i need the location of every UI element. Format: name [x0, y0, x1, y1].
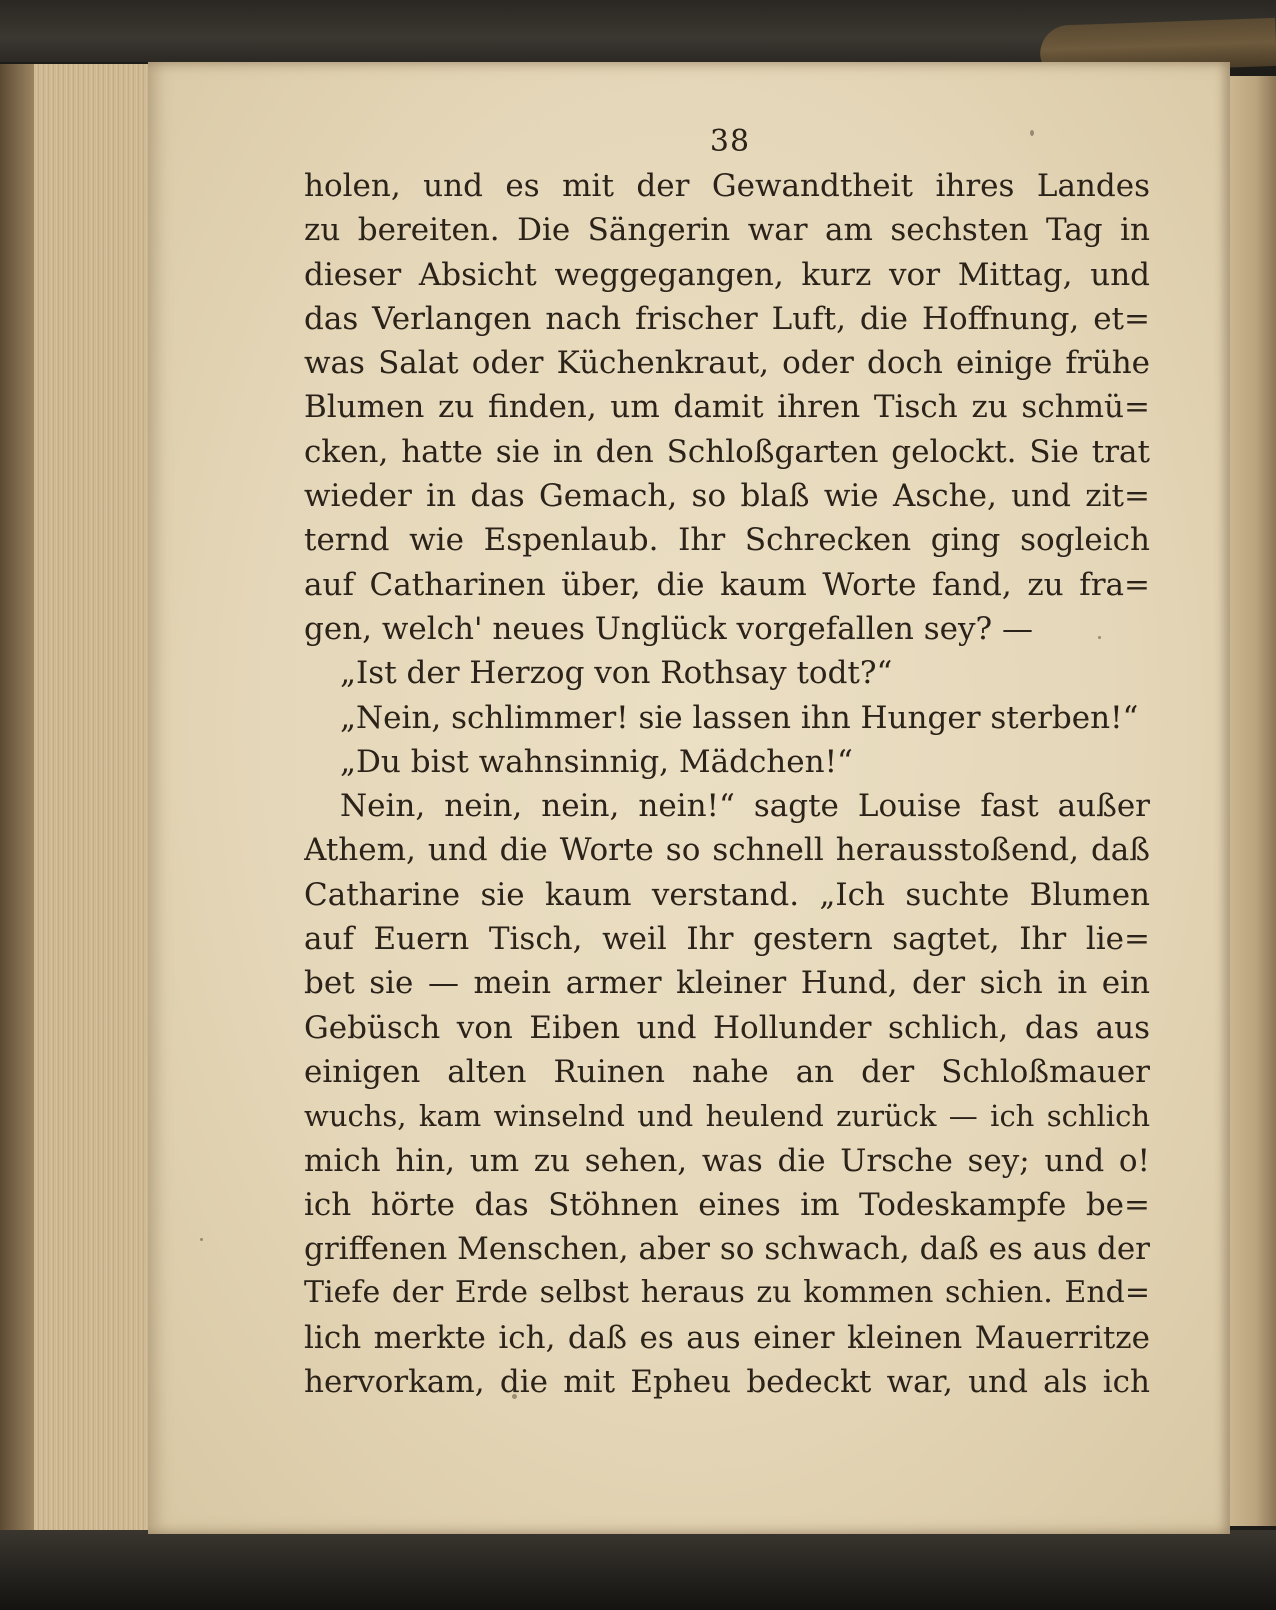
- text-line: Catharine sie kaum verstand. „Ich suchte Blumen: [304, 876, 1150, 913]
- text-line: was Salat oder Küchenkraut, oder doch einige frühe: [304, 345, 1150, 382]
- body-text: [304, 164, 1150, 1404]
- text-line: gen, welch' neues Unglück vorgefallen sey? —: [304, 610, 1033, 647]
- text-line: hervorkam, die mit Epheu bedeckt war, und als ich: [304, 1364, 1150, 1401]
- text-line: das Verlangen nach frischer Luft, die Hoffnung, et=: [304, 300, 1150, 337]
- page-number: 38: [709, 124, 751, 159]
- text-line: auf Euern Tisch, weil Ihr gestern sagtet, Ihr lie=: [304, 921, 1150, 958]
- right-page-edge: [1226, 76, 1276, 1526]
- text-line: Blumen zu finden, um damit ihren Tisch zu schmü=: [304, 389, 1150, 426]
- text-line: bet sie — mein armer kleiner Hund, der sich in ein: [304, 965, 1150, 1002]
- text-line: zu bereiten. Die Sängerin war am sechsten Tag in: [304, 212, 1150, 249]
- paper-speck: [200, 1238, 203, 1241]
- text-line: ternd wie Espenlaub. Ihr Schrecken ging sogleich: [304, 522, 1150, 559]
- text-line: einigen alten Ruinen nahe an der Schloßmauer: [304, 1053, 1150, 1090]
- text-line: ich hörte das Stöhnen eines im Todeskampfe be=: [304, 1186, 1150, 1223]
- paper-speck: [1030, 130, 1034, 136]
- text-line: cken, hatte sie in den Schloßgarten gelockt. Sie trat: [304, 433, 1150, 470]
- page-stack-shadow: [0, 64, 34, 1532]
- text-line: wieder in das Gemach, so blaß wie Asche, und zit=: [304, 478, 1150, 515]
- text-line: Athem, und die Worte so schnell herausstoßend, daß: [304, 832, 1150, 869]
- text-line: „Ist der Herzog von Rothsay todt?“: [340, 655, 893, 692]
- text-line: „Nein, schlimmer! sie lassen ihn Hunger sterben!“: [340, 699, 1139, 736]
- text-line: wuchs, kam winselnd und heulend zurück — ich schlich: [304, 1099, 1150, 1134]
- text-line: Tiefe der Erde selbst heraus zu kommen schien. End=: [304, 1275, 1150, 1311]
- text-line: „Du bist wahnsinnig, Mädchen!“: [340, 743, 853, 780]
- text-line: Nein, nein, nein, nein!“ sagte Louise fast außer: [340, 788, 1150, 825]
- book-binding-bottom: [0, 1530, 1276, 1610]
- text-line: lich merkte ich, daß es aus einer kleinen Mauerritze: [304, 1319, 1150, 1356]
- text-line: griffenen Menschen, aber so schwach, daß es aus der: [304, 1231, 1150, 1268]
- text-line: holen, und es mit der Gewandtheit ihres Landes: [304, 168, 1150, 204]
- text-line: mich hin, um zu sehen, was die Ursche sey; und o!: [304, 1142, 1150, 1179]
- text-line: auf Catharinen über, die kaum Worte fand, zu fra=: [304, 566, 1150, 603]
- text-line: Gebüsch von Eiben und Hollunder schlich, das aus: [304, 1009, 1150, 1046]
- text-line: dieser Absicht weggegangen, kurz vor Mittag, und: [304, 256, 1150, 293]
